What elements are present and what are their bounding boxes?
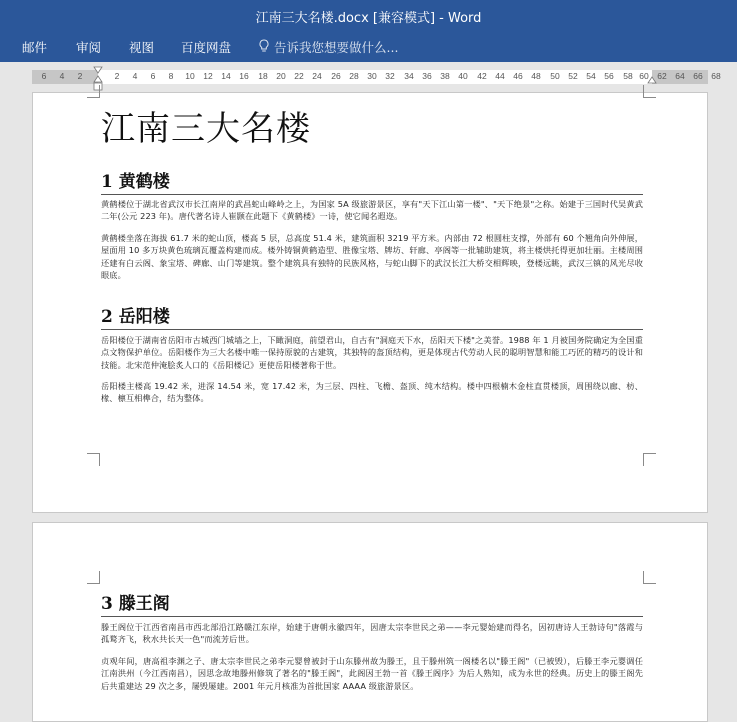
ruler-tick: 50	[550, 71, 560, 81]
window-title: 江南三大名楼.docx [兼容模式] - Word	[255, 10, 482, 26]
horizontal-ruler[interactable]	[32, 70, 721, 84]
ruler-tick: 28	[349, 71, 359, 81]
ruler-tick: 40	[458, 71, 468, 81]
crop-mark-top-right	[643, 85, 656, 98]
horizontal-ruler-area	[0, 62, 737, 92]
paragraph[interactable]: 滕王阁位于江西省南昌市西北部沿江路赣江东岸，始建于唐朝永徽四年，因唐太宗李世民之弟——李元婴始建而得名，因初唐诗人王勃诗句"落霞与孤鹜齐飞，秋水共长天一色"而流芳后世。	[101, 622, 643, 645]
paragraph[interactable]: 岳阳楼位于湖南省岳阳市古城西门城墙之上，下瞰洞庭，前望君山，自古有"洞庭天下水，岳阳天下楼"之美誉。1988 年 1 月被国务院确定为全国重点文物保护单位。岳阳楼作为三大名楼中唯一保持原貌的古建筑，其独特的盔顶结构，更是体现古代劳动人民的聪明智慧和能工巧匠的精巧的设计和技能。北宋范仲淹脍炙人口的《岳阳楼记》更使岳阳楼著称于世。	[101, 335, 643, 370]
ruler-tick: 64	[675, 71, 685, 81]
ruler-tick: 42	[477, 71, 487, 81]
title-bar	[0, 0, 737, 32]
tab-review[interactable]: 审阅	[76, 40, 102, 55]
ruler-tick: 4	[132, 71, 138, 81]
ruler-tick: 34	[404, 71, 414, 81]
ruler-tick: 4	[59, 71, 65, 81]
ruler-tick: 16	[239, 71, 249, 81]
ruler-tick: 44	[495, 71, 505, 81]
ruler-tick: 52	[568, 71, 578, 81]
ruler-tick: 60	[639, 71, 649, 81]
ruler-tick: 6	[41, 71, 47, 81]
ruler-tick: 12	[203, 71, 213, 81]
document-page-1[interactable]	[32, 92, 708, 513]
ribbon-tab-bar	[0, 32, 737, 62]
lightbulb-icon	[258, 39, 270, 56]
ruler-tick: 62	[657, 71, 667, 81]
ruler-tick: 20	[276, 71, 286, 81]
paragraph[interactable]: 黄鹤楼位于湖北省武汉市长江南岸的武昌蛇山峰岭之上，为国家 5A 级旅游景区，享有"天下江山第一楼"、"天下绝景"之称。始建于三国时代吴黄武二年(公元 223 年)。唐代著名诗人崔颢在此题下《黄鹤楼》一诗，使它闻名遐迩。	[101, 199, 643, 222]
ruler-tick: 2	[114, 71, 120, 81]
ruler-tick: 66	[693, 71, 703, 81]
tell-me-placeholder: 告诉我您想要做什么...	[274, 40, 399, 55]
crop-mark-bottom-right	[643, 453, 656, 466]
ruler-tick: 18	[258, 71, 268, 81]
ruler-tick: 26	[331, 71, 341, 81]
tab-view[interactable]: 视图	[129, 40, 155, 55]
ruler-tick: 24	[312, 71, 322, 81]
crop-mark-top-left	[87, 85, 100, 98]
ruler-tick: 58	[623, 71, 633, 81]
ruler-tick: 48	[531, 71, 541, 81]
crop-mark-top-left	[87, 571, 100, 584]
section-heading-3[interactable]: 3 滕王阁	[101, 589, 643, 617]
ruler-tick: 22	[294, 71, 304, 81]
document-page-2[interactable]	[32, 522, 708, 722]
right-indent-marker[interactable]	[647, 76, 657, 84]
ruler-tick: 32	[385, 71, 395, 81]
paragraph[interactable]: 贞观年间，唐高祖李渊之子、唐太宗李世民之弟李元婴曾被封于山东滕州故为滕王，且于滕州筑一阁楼名以"滕王阁"（已被毁），后滕王李元婴调任江南洪州（今江西南昌），因思念故地滕州修筑了著名的"滕王阁"，此阁因王勃一首《滕王阁序》为后人熟知，成为永世的经典。历史上的滕王阁先后共重建达 29 次之多，屡毁屡建。2001 年元月核准为首批国家 AAAA 级旅游景区。	[101, 656, 643, 691]
ruler-tick: 68	[711, 71, 721, 81]
crop-mark-top-right	[643, 571, 656, 584]
ruler-tick: 38	[440, 71, 450, 81]
ruler-tick: 56	[604, 71, 614, 81]
section-heading-2[interactable]: 2 岳阳楼	[101, 302, 643, 330]
ruler-tick: 8	[168, 71, 174, 81]
ruler-tick: 36	[422, 71, 432, 81]
ruler-tick: 30	[367, 71, 377, 81]
ruler-tick: 2	[77, 71, 83, 81]
tab-mailings[interactable]: 邮件	[22, 40, 48, 55]
document-title[interactable]: 江南三大名楼	[101, 109, 311, 149]
ruler-tick: 10	[185, 71, 195, 81]
section-heading-1[interactable]: 1 黄鹤楼	[101, 167, 643, 195]
ruler-tick: 54	[586, 71, 596, 81]
ruler-tick: 6	[150, 71, 156, 81]
crop-mark-bottom-left	[87, 453, 100, 466]
paragraph[interactable]: 岳阳楼主楼高 19.42 米，进深 14.54 米，宽 17.42 米，为三层、四柱、飞檐、盔顶、纯木结构。楼中四根楠木金柱直贯楼顶，周围绕以廊、枋、椽、檩互相榫合，结为整体。	[101, 381, 643, 404]
tell-me-search[interactable]	[258, 38, 398, 56]
paragraph[interactable]: 黄鹤楼坐落在海拔 61.7 米的蛇山顶，楼高 5 层，总高度 51.4 米，建筑面积 3219 平方米。内部由 72 根圆柱支撑，外部有 60 个翘角向外伸展，屋面用 10 多万块黄色琉璃瓦覆盖构建而成。楼外铸铜黄鹤造型、胜像宝塔、牌坊、轩廊、亭阁等一批辅助建筑，将主楼烘托得更加壮丽。主楼周围还建有白云阁、象宝塔、碑廊、山门等建筑。整个建筑具有独特的民族风格，与蛇山脚下的武汉长江大桥交相辉映，登楼远眺，武汉三镇的风光尽收眼底。	[101, 233, 643, 280]
ruler-tick: 46	[513, 71, 523, 81]
ruler-tick: 14	[221, 71, 231, 81]
tab-baidu-netdisk[interactable]: 百度网盘	[181, 40, 232, 55]
